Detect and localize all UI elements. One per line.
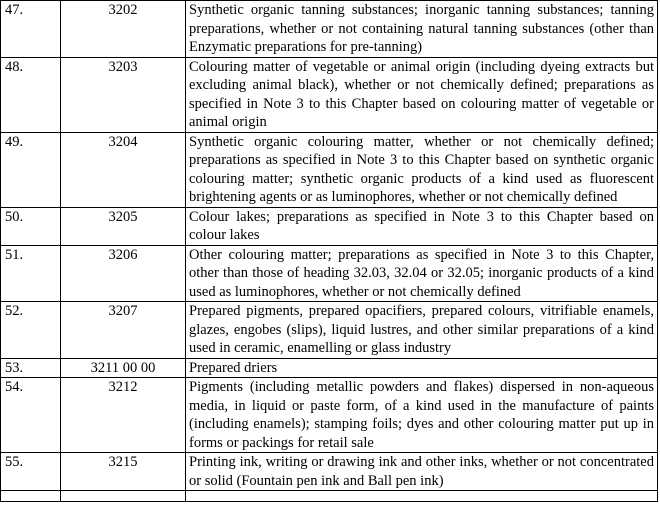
heading-code-cell: 3202 (61, 1, 186, 58)
table-row (1, 245, 658, 302)
description-cell: Other colouring matter; preparations as specified in Note 3 to this Chapter, other than those of heading 32.03, 32.04 or 32.05; inorganic products of a kind used as luminophores, whether or not chemically defined (186, 245, 658, 302)
heading-code-cell: 3206 (61, 245, 186, 302)
table-row (1, 207, 658, 245)
description-cell: Synthetic organic tanning substances; inorganic tanning substances; tanning preparations, whether or not containing natural tanning substances (other than Enzymatic preparations for pre-tanning) (186, 1, 658, 58)
heading-code-cell: 3215 (61, 453, 186, 491)
table-row (1, 453, 658, 491)
serial-number-cell: 50. (1, 207, 61, 245)
table-row (1, 57, 658, 132)
heading-code-cell: 3207 (61, 302, 186, 359)
description-cell: Prepared pigments, prepared opacifiers, prepared colours, vitrifiable enamels, glazes, engobes (slips), liquid lustres, and other similar preparations of a kind used in ceramic, enamelling or glass industry (186, 302, 658, 359)
heading-code-cell: 3212 (61, 378, 186, 453)
serial-number-cell: 51. (1, 245, 61, 302)
heading-code-cell: 3211 00 00 (61, 358, 186, 378)
table-row (1, 1, 658, 58)
heading-code-cell: 3203 (61, 57, 186, 132)
table-row-bottom-partial (1, 491, 658, 502)
table-row (1, 378, 658, 453)
serial-number-cell: 47. (1, 1, 61, 58)
heading-code-cell: 3205 (61, 207, 186, 245)
heading-code-cell: 3204 (61, 132, 186, 207)
serial-number-cell: 54. (1, 378, 61, 453)
table-row (1, 302, 658, 359)
description-cell: Colouring matter of vegetable or animal origin (including dyeing extracts but excluding animal black), whether or not chemically defined; preparations as specified in Note 3 to this Chapter based on colouring matter of vegetable or animal origin (186, 57, 658, 132)
serial-number-cell: 53. (1, 358, 61, 378)
serial-number-cell: 49. (1, 132, 61, 207)
table-row (1, 132, 658, 207)
table-row (1, 358, 658, 378)
description-cell: Prepared driers (186, 358, 658, 378)
serial-number-cell: 52. (1, 302, 61, 359)
serial-number-cell: 48. (1, 57, 61, 132)
serial-number-cell: 55. (1, 453, 61, 491)
description-cell: Printing ink, writing or drawing ink and other inks, whether or not concentrated or solid (Fountain pen ink and Ball pen ink) (186, 453, 658, 491)
description-cell: Colour lakes; preparations as specified in Note 3 to this Chapter based on colour lakes (186, 207, 658, 245)
description-cell: Pigments (including metallic powders and flakes) dispersed in non-aqueous media, in liquid or paste form, of a kind used in the manufacture of paints (including enamels); stamping foils; dyes and other colouring matter put up in forms or packings for retail sale (186, 378, 658, 453)
description-cell: Synthetic organic colouring matter, whether or not chemically defined; preparations as specified in Note 3 to this Chapter based on synthetic organic colouring matter; synthetic organic products of a kind used as fluorescent brightening agents or as luminophores, whether or not chemically defined (186, 132, 658, 207)
